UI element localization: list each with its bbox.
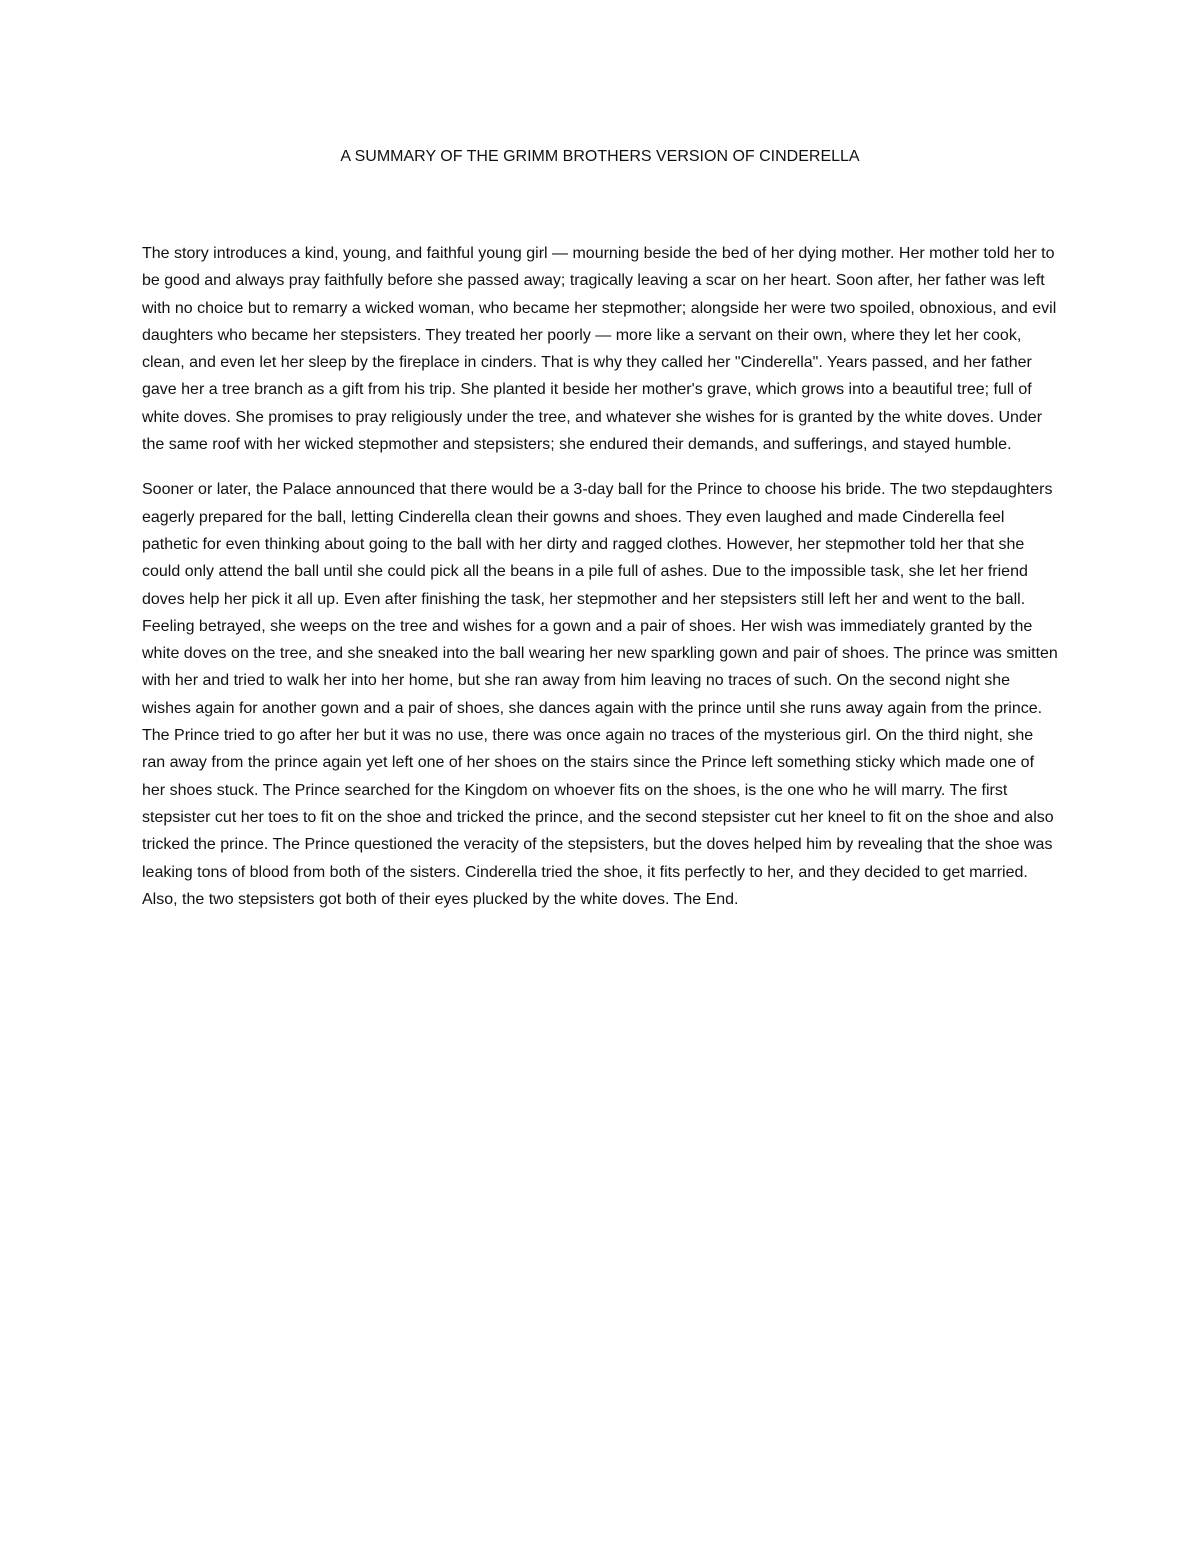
document-title: A SUMMARY OF THE GRIMM BROTHERS VERSION OF CINDERELLA	[340, 148, 860, 165]
paragraph-2: Sooner or later, the Palace announced that there would be a 3-day ball for the Prince to choose his bride. The two stepdaughters eagerly prepared for the ball, letting Cinderella clean their gowns and shoes. They even laughed and made Cinderella feel pathetic for even thinking about going to the ball with her dirty and ragged clothes. However, her stepmother told her that she could only attend the ball until she could pick all the beans in a pile full of ashes. Due to the impossible task, she let her friend doves help her pick it all up. Even after finishing the task, her stepmother and her stepsisters still left her and went to the ball. Feeling betrayed, she weeps on the tree and wishes for a gown and a pair of shoes. Her wish was immediately granted by the white doves on the tree, and she sneaked into the ball wearing her new sparkling gown and pair of shoes. The prince was smitten with her and tried to walk her into her home, but she ran away from him leaving no traces of such. On the second night she wishes again for another gown and a pair of shoes, she dances again with the prince until she runs away again from the prince. The Prince tried to go after her but it was no use, there was once again no traces of the mysterious girl. On the third night, she ran away from the prince again yet left one of her shoes on the stairs since the Prince left something sticky which made one of her shoes stuck. The Prince searched for the Kingdom on whoever fits on the shoes, is the one who he will marry. The first stepsister cut her toes to fit on the shoe and tricked the prince, and the second stepsister cut her kneel to fit on the shoe and also tricked the prince. The Prince questioned the veracity of the stepsisters, but the doves helped him by revealing that the shoe was leaking tons of blood from both of the sisters. Cinderella tried the shoe, it fits perfectly to her, and they decided to get married. Also, the two stepsisters got both of their eyes plucked by the white doves. The End.	[142, 481, 1058, 908]
paragraph-1: The story introduces a kind, young, and faithful young girl — mourning beside the bed of her dying mother. Her mother told her to be good and always pray faithfully before she passed away; tragically leaving a scar on her heart. Soon after, her father was left with no choice but to remarry a wicked woman, who became her stepmother; alongside her were two spoiled, obnoxious, and evil daughters who became her stepsisters. They treated her poorly — more like a servant on their own, where they let her cook, clean, and even let her sleep by the fireplace in cinders. That is why they called her "Cinderella". Years passed, and her father gave her a tree branch as a gift from his trip. She planted it beside her mother's grave, which grows into a beautiful tree; full of white doves. She promises to pray religiously under the tree, and whatever she wishes for is granted by the white doves. Under the same roof with her wicked stepmother and stepsisters; she endured their demands, and sufferings, and stayed humble.	[142, 245, 1057, 454]
document-body	[142, 240, 1058, 931]
